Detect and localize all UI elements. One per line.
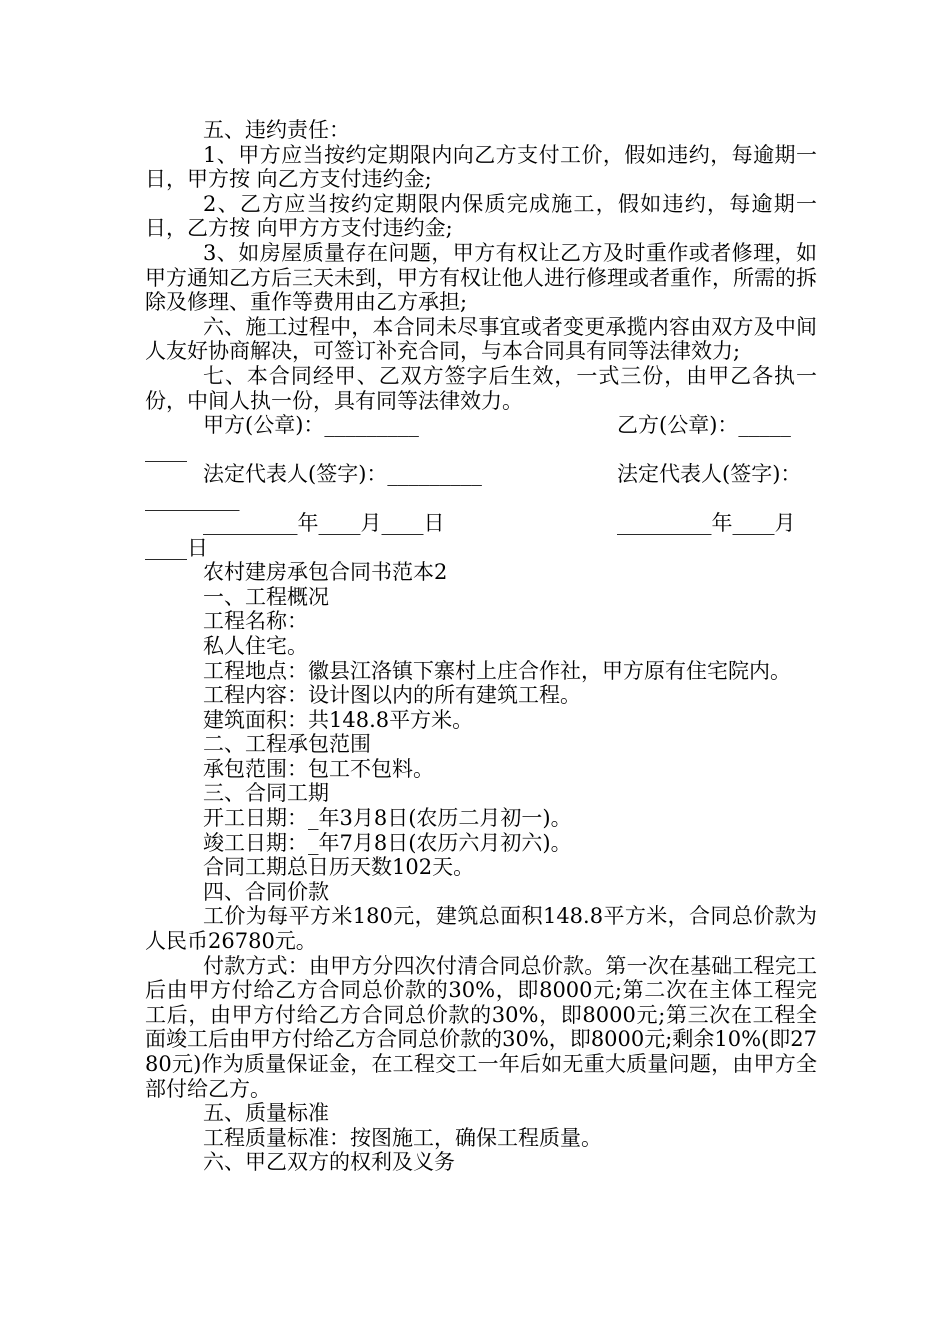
party-b-date-field-wrap: ____日 — [145, 535, 208, 560]
section-1-heading: 一、工程概况 — [203, 584, 329, 609]
clause-7-paragraph: 七、本合同经甲、乙双方签字后生效，一式三份，由甲乙各执一份，中间人执一份，具有同等法律效力。 — [145, 363, 817, 413]
party-b-representative-field: 法定代表人(签字)： — [617, 462, 802, 487]
contract-scope: 承包范围：包工不包料。 — [203, 756, 434, 781]
date-signature-row — [145, 511, 817, 560]
project-name-label: 工程名称： — [203, 609, 308, 634]
start-date: 开工日期：_年3月8日(农历二月初一)。 — [203, 806, 572, 831]
document-body — [145, 118, 817, 1175]
project-location: 工程地点：徽县江洛镇下寨村上庄合作社，甲方原有住宅院内。 — [203, 658, 791, 683]
section-3-heading: 三、合同工期 — [203, 781, 329, 806]
party-a-seal-field: 甲方(公章)：_________ — [203, 413, 419, 438]
party-b-representative-field-wrap: _________ — [145, 486, 240, 511]
project-content: 工程内容：设计图以内的所有建筑工程。 — [203, 683, 581, 708]
total-days: 合同工期总日历天数102天。 — [203, 855, 475, 880]
section-2-heading: 二、工程承包范围 — [203, 732, 371, 757]
breach-item-2: 2、乙方应当按约定期限内保质完成施工，假如违约，每逾期一日，乙方按 向甲方方支付违约金; — [145, 191, 817, 241]
breach-heading: 五、违约责任： — [203, 118, 350, 142]
representative-signature-row — [145, 462, 817, 511]
party-b-date-field: _________年____月 — [617, 511, 796, 536]
building-area: 建筑面积：共148.8平方米。 — [203, 707, 474, 732]
party-a-representative-field: 法定代表人(签字)：_________ — [203, 462, 482, 487]
party-a-date-field: _________年____月____日 — [203, 511, 445, 536]
party-b-seal-field: 乙方(公章)：_____ — [617, 413, 791, 438]
section-5-heading: 五、质量标准 — [203, 1101, 329, 1126]
clause-6-paragraph: 六、施工过程中，本合同未尽事宜或者变更承揽内容由双方及中间人友好协商解决，可签订补充合同，与本合同具有同等法律效力; — [145, 314, 817, 364]
sample-2-title: 农村建房承包合同书范本2 — [203, 560, 448, 585]
breach-item-3: 3、如房屋质量存在问题，甲方有权让乙方及时重作或者修理，如甲方通知乙方后三天未到，甲方有权让他人进行修理或者重作，所需的拆除及修理、重作等费用由乙方承担; — [145, 240, 817, 315]
section-6-heading: 六、甲乙双方的权利及义务 — [203, 1150, 455, 1175]
party-b-seal-field-wrap: ____ — [145, 437, 187, 462]
breach-item-1: 1、甲方应当按约定期限内向乙方支付工价，假如违约，每逾期一日，甲方按 向乙方支付违约金; — [145, 142, 817, 192]
seal-signature-row — [145, 413, 817, 462]
payment-method: 付款方式：由甲方分四次付清合同总价款。第一次在基础工程完工后由甲方付给乙方合同总价款的30%，即8000元;第二次在主体工程完工后，由甲方付给乙方合同总价款的30%，即8000元;第三次在工程全面竣工后由甲方付给乙方合同总价款的30%，即8000元;剩余10%(即2780元)作为质量保证金，在工程交工一年后如无重大质量问题，由甲方全部付给乙方。 — [145, 953, 817, 1101]
project-name-value: 私人住宅。 — [203, 633, 308, 658]
section-4-heading: 四、合同价款 — [203, 879, 329, 904]
quality-standard: 工程质量标准：按图施工，确保工程质量。 — [203, 1125, 602, 1150]
end-date: 竣工日期：_年7月8日(农历六月初六)。 — [203, 830, 572, 855]
contract-price: 工价为每平方米180元，建筑总面积148.8平方米，合同总价款为人民币26780元。 — [145, 904, 817, 954]
